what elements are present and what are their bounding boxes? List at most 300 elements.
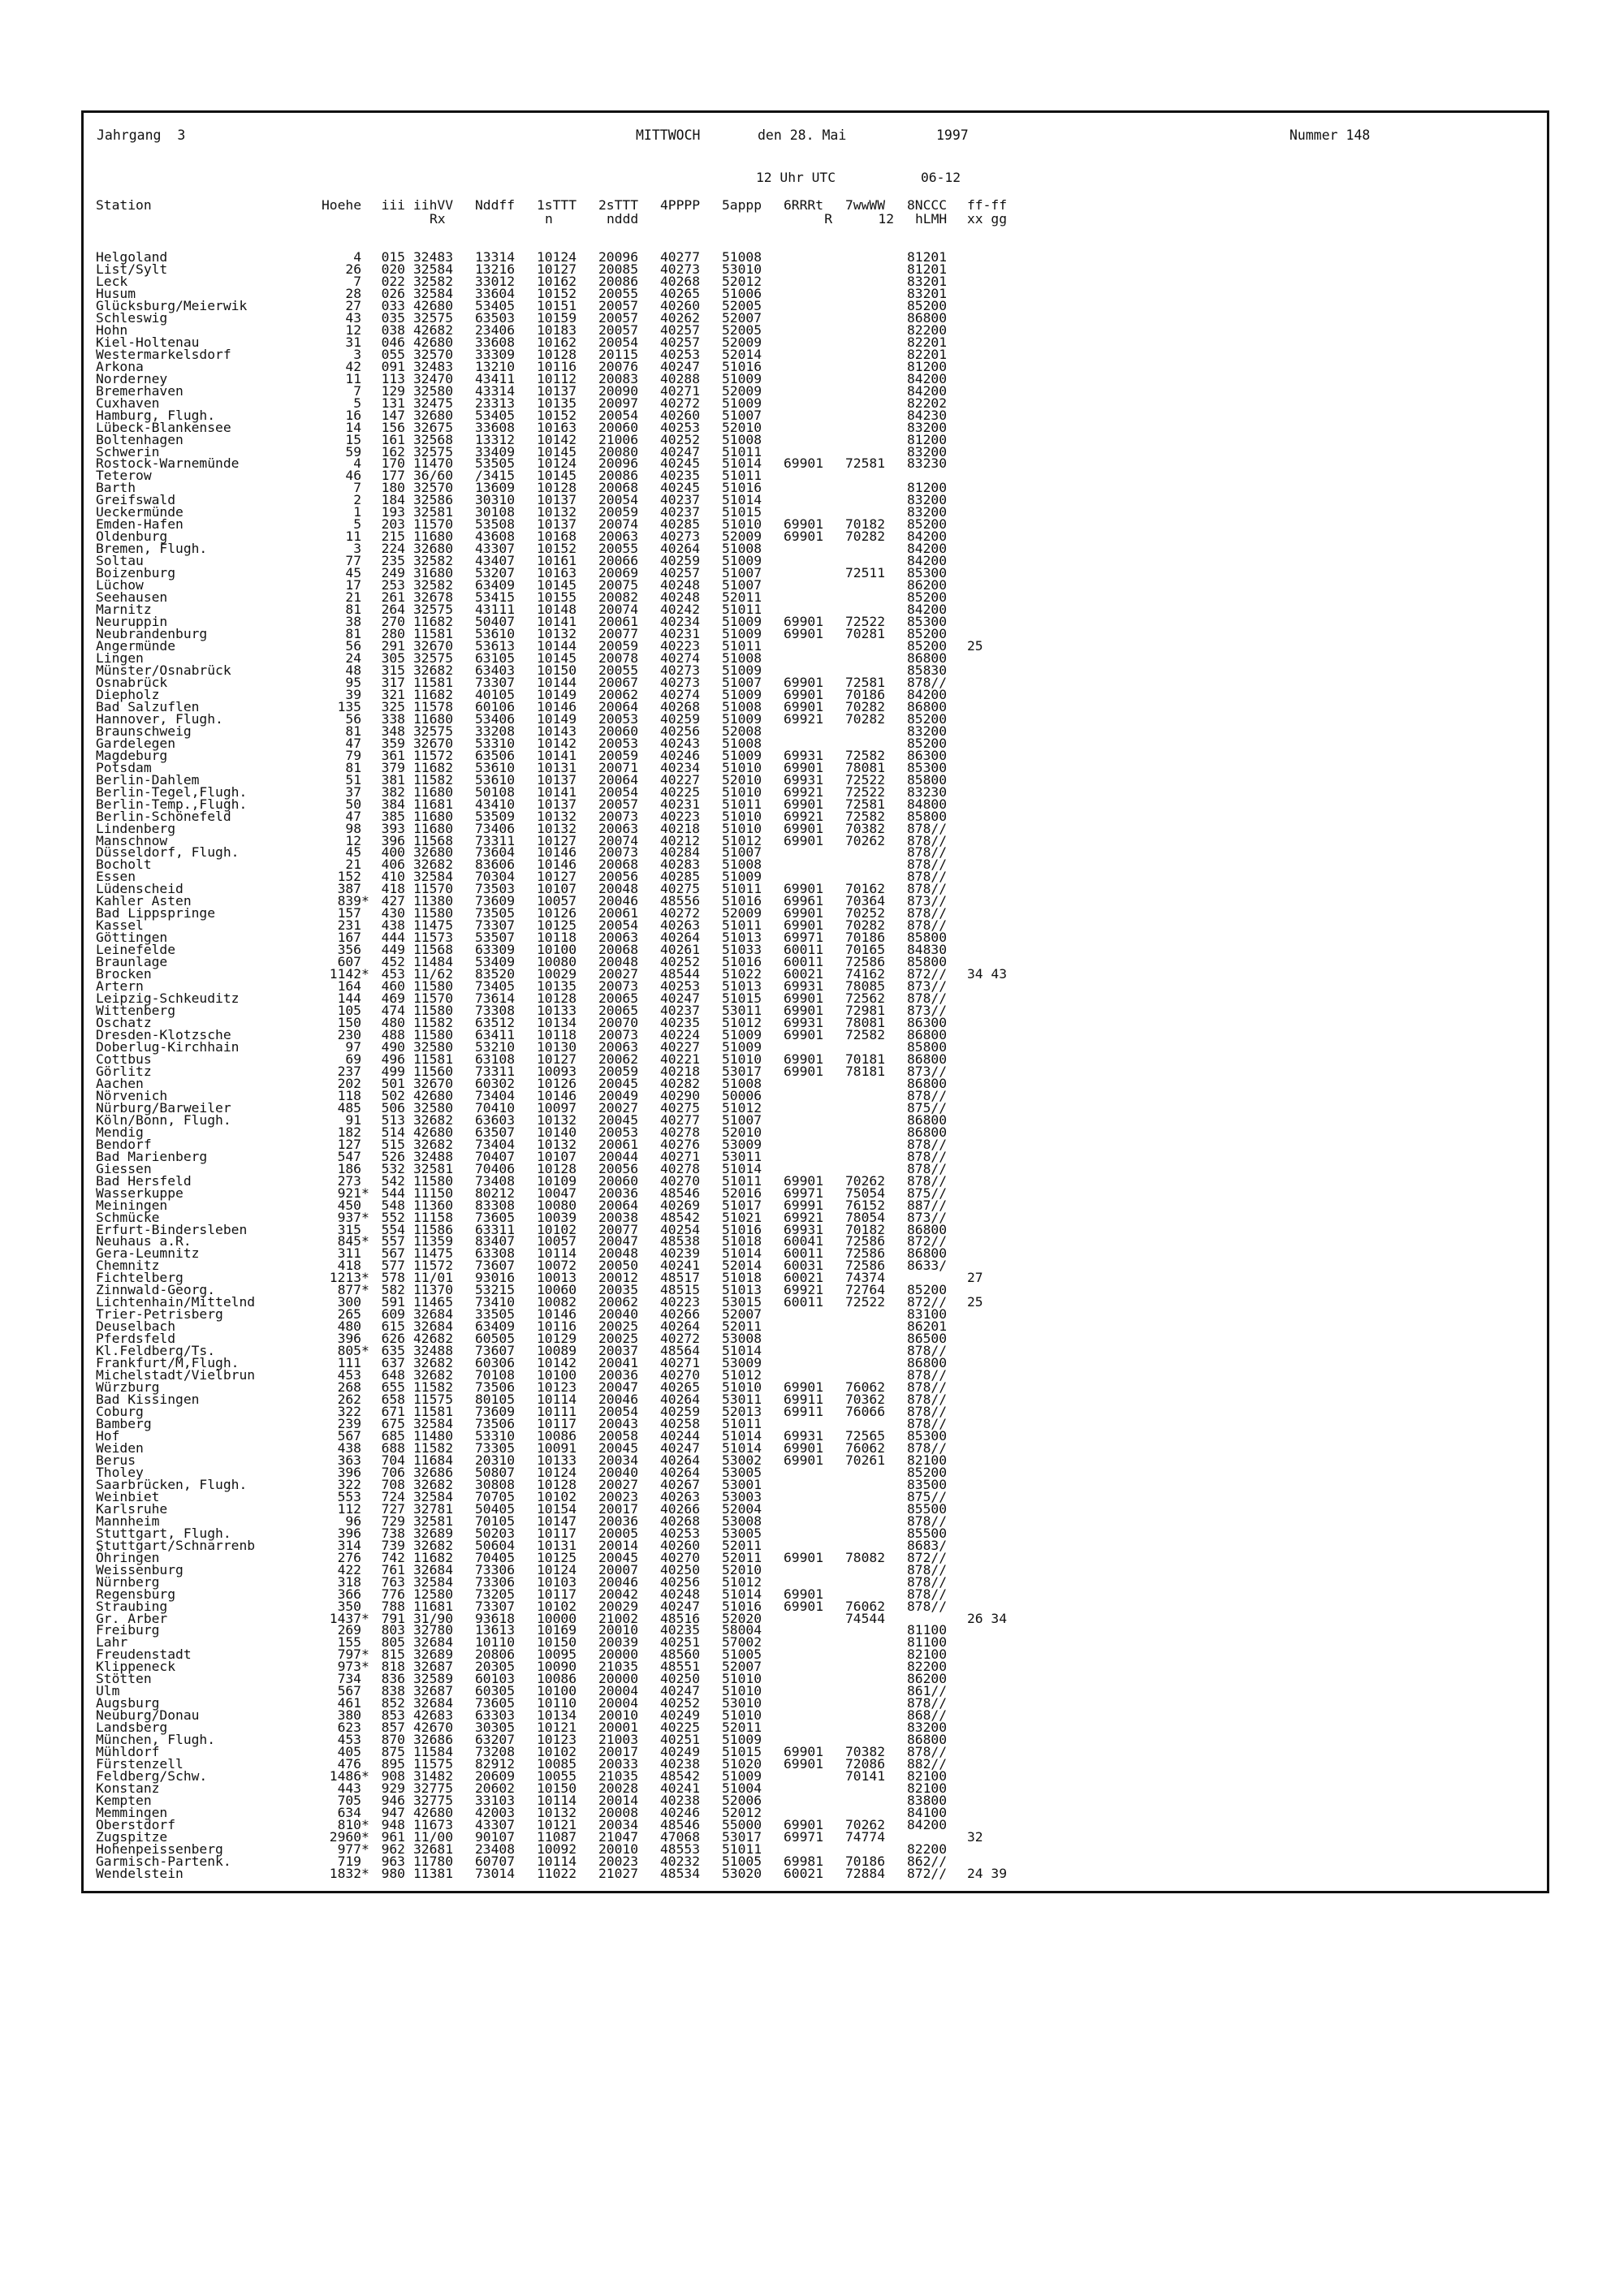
- station-height: 51: [345, 771, 361, 788]
- group-5appp: 52010: [722, 419, 762, 435]
- group-8nccc: 872//: [907, 966, 948, 982]
- group-2sttt: 20027: [598, 1476, 639, 1492]
- station-height: 28: [345, 285, 361, 301]
- station-id: 022: [381, 273, 405, 289]
- group-7wwww: 70181: [845, 1051, 886, 1067]
- group-nddff: 23406: [475, 322, 516, 338]
- group-7wwww: 70282: [845, 529, 886, 545]
- group-6rrrt: 69921: [784, 1209, 824, 1225]
- col-header-c1: iihVV: [413, 197, 454, 213]
- group-6rrrt: 69911: [784, 1392, 824, 1408]
- group-2sttt: 20085: [598, 261, 639, 277]
- group-1sttt: 10130: [537, 1038, 577, 1055]
- station-id: 727: [381, 1500, 405, 1517]
- station-height: 91: [345, 1111, 361, 1128]
- group-4pppp: 40265: [660, 1379, 701, 1396]
- station-name: List/Sylt: [96, 261, 168, 277]
- group-6rrrt: 69901: [784, 1586, 824, 1602]
- group-2sttt: 20036: [598, 1513, 639, 1529]
- group-5appp: 51018: [722, 1270, 762, 1286]
- col-header-c8: 7wwWW: [845, 197, 886, 213]
- group-6rrrt: 69901: [784, 917, 824, 934]
- group-5appp: 51012: [722, 832, 762, 848]
- group-nddff: 13216: [475, 261, 516, 277]
- group-5appp: 51009: [722, 1027, 762, 1042]
- group-5appp: 57002: [722, 1634, 762, 1651]
- station-name: Berlin-Tegel,Flugh.: [96, 783, 248, 800]
- group-5appp: 51016: [722, 893, 762, 909]
- group-5appp: 51016: [722, 1598, 762, 1614]
- group-iihvv: 32775: [413, 1780, 454, 1797]
- group-nddff: 53507: [475, 930, 516, 946]
- station-id: 609: [381, 1306, 405, 1323]
- station-height: 300: [337, 1294, 361, 1310]
- group-5appp: 51011: [722, 638, 762, 654]
- group-2sttt: 20053: [598, 1124, 639, 1140]
- group-2sttt: 20059: [598, 504, 639, 520]
- group-4pppp: 40257: [660, 334, 701, 350]
- group-8nccc: 82201: [907, 346, 948, 362]
- group-5appp: 51008: [722, 541, 762, 557]
- station-id: 474: [381, 1003, 405, 1019]
- group-7wwww: 70382: [845, 820, 886, 836]
- station-id: 379: [381, 759, 405, 775]
- group-2sttt: 20054: [598, 917, 639, 934]
- station-id: 704: [381, 1452, 405, 1468]
- group-6rrrt: 69931: [784, 1015, 824, 1031]
- group-8nccc: 85830: [907, 662, 948, 678]
- station-id: 270: [381, 614, 405, 630]
- group-iihvv: 32682: [413, 1136, 454, 1152]
- group-iihvv: 32580: [413, 1099, 454, 1116]
- group-7wwww: 74374: [845, 1270, 886, 1286]
- group-nddff: 63105: [475, 650, 516, 666]
- group-8nccc: 872//: [907, 1549, 948, 1565]
- group-1sttt: 10060: [537, 1282, 577, 1298]
- group-iihvv: 11370: [413, 1282, 454, 1298]
- station-name: Nürburg/Barweiler: [96, 1099, 231, 1116]
- group-2sttt: 20034: [598, 1452, 639, 1468]
- group-iihvv: 11682: [413, 614, 454, 630]
- group-nddff: 10110: [475, 1634, 516, 1651]
- station-id: 729: [381, 1513, 405, 1529]
- group-iihvv: 42680: [413, 297, 454, 313]
- station-id: 582: [381, 1282, 405, 1298]
- group-1sttt: 10092: [537, 1841, 577, 1857]
- group-8nccc: 86800: [907, 650, 948, 666]
- group-8nccc: 878//: [907, 1160, 948, 1176]
- station-height: 485: [337, 1099, 361, 1116]
- group-4pppp: 40259: [660, 1404, 701, 1420]
- group-iihvv: 32687: [413, 1659, 454, 1675]
- station-id: 554: [381, 1221, 405, 1237]
- group-1sttt: 10161: [537, 553, 577, 569]
- group-nddff: 60302: [475, 1075, 516, 1091]
- col-subheader-c3: n: [545, 211, 553, 227]
- station-id: 908: [381, 1768, 405, 1785]
- group-8nccc: 82200: [907, 322, 948, 338]
- group-8nccc: 86800: [907, 1075, 948, 1091]
- station-height: 322: [337, 1476, 361, 1492]
- group-8nccc: 82100: [907, 1646, 948, 1663]
- group-nddff: 63409: [475, 1318, 516, 1335]
- group-7wwww: 78081: [845, 1015, 886, 1031]
- station-name: Berlin-Dahlem: [96, 771, 200, 788]
- group-2sttt: 20025: [598, 1318, 639, 1335]
- station-height: 262: [337, 1392, 361, 1408]
- group-4pppp: 40263: [660, 1488, 701, 1504]
- group-nddff: 60103: [475, 1671, 516, 1687]
- group-5appp: 51008: [722, 1075, 762, 1091]
- group-iihvv: 11575: [413, 1756, 454, 1772]
- group-5appp: 51011: [722, 1172, 762, 1189]
- station-id: 385: [381, 808, 405, 824]
- group-4pppp: 40264: [660, 1392, 701, 1408]
- group-nddff: 53405: [475, 297, 516, 313]
- group-8nccc: 878//: [907, 869, 948, 885]
- station-name: Mendig: [96, 1124, 144, 1140]
- group-6rrrt: 69901: [784, 881, 824, 897]
- group-4pppp: 40247: [660, 1598, 701, 1614]
- group-2sttt: 20057: [598, 297, 639, 313]
- group-4pppp: 40283: [660, 857, 701, 873]
- group-6rrrt: 60021: [784, 1865, 824, 1881]
- group-2sttt: 20014: [598, 1793, 639, 1809]
- group-5appp: 53011: [722, 1392, 762, 1408]
- station-name: Memmingen: [96, 1805, 168, 1820]
- group-8nccc: 85200: [907, 626, 948, 642]
- group-nddff: 93618: [475, 1610, 516, 1626]
- group-6rrrt: 60041: [784, 1233, 824, 1249]
- group-1sttt: 10093: [537, 1063, 577, 1079]
- group-iihvv: 32488: [413, 1148, 454, 1164]
- group-5appp: 51011: [722, 796, 762, 812]
- station-id: 548: [381, 1197, 405, 1213]
- station-height: 45: [345, 844, 361, 861]
- station-height: 810: [337, 1816, 361, 1832]
- group-2sttt: 20060: [598, 1172, 639, 1189]
- group-2sttt: 20048: [598, 881, 639, 897]
- station-id: 515: [381, 1136, 405, 1152]
- group-1sttt: 10114: [537, 1853, 577, 1869]
- group-1sttt: 10102: [537, 1744, 577, 1760]
- station-id: 235: [381, 553, 405, 569]
- group-2sttt: 20056: [598, 869, 639, 885]
- station-id: 317: [381, 674, 405, 690]
- group-1sttt: 10127: [537, 832, 577, 848]
- group-5appp: 52010: [722, 771, 762, 788]
- group-iihvv: 11360: [413, 1197, 454, 1213]
- station-name: Bamberg: [96, 1416, 152, 1431]
- group-4pppp: 40223: [660, 808, 701, 824]
- group-4pppp: 40224: [660, 1027, 701, 1042]
- station-height: 797: [337, 1646, 361, 1663]
- group-7wwww: 74544: [845, 1610, 886, 1626]
- group-nddff: 73405: [475, 978, 516, 995]
- group-8nccc: 82200: [907, 1841, 948, 1857]
- group-nddff: 53610: [475, 771, 516, 788]
- station-height: 45: [345, 565, 361, 581]
- group-ffff: 27: [967, 1270, 983, 1286]
- group-4pppp: 40234: [660, 759, 701, 775]
- group-8nccc: 82100: [907, 1768, 948, 1785]
- group-4pppp: 40249: [660, 1707, 701, 1724]
- issue-number: Nummer 148: [1289, 127, 1371, 143]
- group-2sttt: 20001: [598, 1720, 639, 1736]
- group-iihvv: 31482: [413, 1768, 454, 1785]
- date: den 28. Mai: [758, 127, 847, 143]
- group-8nccc: 878//: [907, 1744, 948, 1760]
- group-nddff: 40105: [475, 686, 516, 702]
- group-4pppp: 48544: [660, 966, 701, 982]
- group-5appp: 51013: [722, 930, 762, 946]
- group-nddff: 73305: [475, 1439, 516, 1456]
- group-1sttt: 10162: [537, 273, 577, 289]
- group-1sttt: 10150: [537, 662, 577, 678]
- group-5appp: 51009: [722, 869, 762, 885]
- station-height: 27: [345, 297, 361, 313]
- group-2sttt: 20062: [598, 686, 639, 702]
- group-nddff: 73306: [475, 1573, 516, 1590]
- station-id: 113: [381, 370, 405, 386]
- group-8nccc: 85800: [907, 1038, 948, 1055]
- station-name: Aachen: [96, 1075, 144, 1091]
- group-iihvv: 11680: [413, 808, 454, 824]
- group-1sttt: 10144: [537, 638, 577, 654]
- group-4pppp: 40241: [660, 1780, 701, 1797]
- group-4pppp: 48538: [660, 1233, 701, 1249]
- group-nddff: 50108: [475, 783, 516, 800]
- group-4pppp: 40221: [660, 1051, 701, 1067]
- group-iihvv: 11682: [413, 686, 454, 702]
- group-nddff: 30108: [475, 504, 516, 520]
- group-8nccc: 861//: [907, 1683, 948, 1699]
- group-2sttt: 20010: [598, 1707, 639, 1724]
- station-id: 384: [381, 796, 405, 812]
- station-height: 56: [345, 638, 361, 654]
- group-iihvv: 32680: [413, 541, 454, 557]
- group-5appp: 52007: [722, 1659, 762, 1675]
- group-6rrrt: 69901: [784, 1063, 824, 1079]
- group-nddff: 73307: [475, 674, 516, 690]
- group-7wwww: 72586: [845, 1245, 886, 1262]
- group-5appp: 51010: [722, 1707, 762, 1724]
- group-2sttt: 20090: [598, 382, 639, 399]
- group-nddff: 63303: [475, 1707, 516, 1724]
- group-2sttt: 20071: [598, 759, 639, 775]
- group-4pppp: 40245: [660, 455, 701, 472]
- station-height: 11: [345, 529, 361, 545]
- group-4pppp: 40261: [660, 942, 701, 958]
- group-5appp: 53015: [722, 1294, 762, 1310]
- col-subheader-c4: nddd: [607, 211, 639, 227]
- group-2sttt: 20073: [598, 808, 639, 824]
- group-1sttt: 10117: [537, 1416, 577, 1431]
- group-5appp: 51011: [722, 1416, 762, 1431]
- group-2sttt: 20010: [598, 1622, 639, 1638]
- group-nddff: 53207: [475, 565, 516, 581]
- station-id: 980: [381, 1865, 405, 1881]
- group-2sttt: 20065: [598, 1003, 639, 1019]
- group-iihvv: 11680: [413, 820, 454, 836]
- col-subheader-c9: hLMH: [915, 211, 948, 227]
- group-5appp: 51014: [722, 1586, 762, 1602]
- station-id: 203: [381, 516, 405, 533]
- group-4pppp: 40239: [660, 1245, 701, 1262]
- group-iihvv: 11573: [413, 930, 454, 946]
- group-1sttt: 10125: [537, 917, 577, 934]
- group-2sttt: 21035: [598, 1768, 639, 1785]
- group-5appp: 51008: [722, 735, 762, 751]
- group-nddff: 50203: [475, 1525, 516, 1541]
- station-name: Bad Salzuflen: [96, 698, 200, 714]
- station-id: 526: [381, 1148, 405, 1164]
- group-2sttt: 20042: [598, 1586, 639, 1602]
- station-id: 162: [381, 443, 405, 460]
- station-name: Bendorf: [96, 1136, 152, 1152]
- station-name: Barth: [96, 480, 136, 496]
- group-1sttt: 10141: [537, 783, 577, 800]
- group-8nccc: 86300: [907, 747, 948, 763]
- group-nddff: 73307: [475, 1598, 516, 1614]
- station-id: 026: [381, 285, 405, 301]
- table-row: [96, 1867, 1016, 1880]
- group-4pppp: 40241: [660, 1258, 701, 1274]
- group-nddff: 53409: [475, 954, 516, 970]
- group-7wwww: 70182: [845, 516, 886, 533]
- group-5appp: 51008: [722, 857, 762, 873]
- group-4pppp: 40290: [660, 1087, 701, 1103]
- group-5appp: 52006: [722, 1793, 762, 1809]
- group-4pppp: 40231: [660, 626, 701, 642]
- mountain-marker: *: [361, 1659, 369, 1675]
- group-4pppp: 40225: [660, 783, 701, 800]
- group-iihvv: 32682: [413, 1367, 454, 1383]
- group-iihvv: 11/00: [413, 1828, 454, 1845]
- group-5appp: 51033: [722, 942, 762, 958]
- station-name: Schleswig: [96, 309, 168, 326]
- group-4pppp: 40243: [660, 735, 701, 751]
- group-5appp: 53001: [722, 1476, 762, 1492]
- group-2sttt: 20045: [598, 1075, 639, 1091]
- station-id: 708: [381, 1476, 405, 1492]
- group-nddff: 82912: [475, 1756, 516, 1772]
- station-id: 261: [381, 589, 405, 606]
- station-id: 513: [381, 1111, 405, 1128]
- group-5appp: 51007: [722, 1111, 762, 1128]
- group-4pppp: 40282: [660, 1075, 701, 1091]
- group-7wwww: 72586: [845, 954, 886, 970]
- group-6rrrt: 69971: [784, 930, 824, 946]
- station-height: 14: [345, 419, 361, 435]
- group-5appp: 52013: [722, 1404, 762, 1420]
- group-iihvv: 11580: [413, 1003, 454, 1019]
- group-7wwww: 70382: [845, 1744, 886, 1760]
- group-iihvv: 32584: [413, 261, 454, 277]
- group-4pppp: 40254: [660, 1221, 701, 1237]
- group-iihvv: 11581: [413, 674, 454, 690]
- group-7wwww: 72582: [845, 747, 886, 763]
- group-2sttt: 20043: [598, 1416, 639, 1431]
- station-name: Leinefelde: [96, 942, 176, 958]
- station-name: Berlin-Schönefeld: [96, 808, 231, 824]
- group-5appp: 51010: [722, 1683, 762, 1699]
- group-8nccc: 85200: [907, 589, 948, 606]
- group-5appp: 53011: [722, 1148, 762, 1164]
- col-header-c4: 2sTTT: [598, 197, 639, 213]
- group-7wwww: 70162: [845, 881, 886, 897]
- group-nddff: 73406: [475, 820, 516, 836]
- group-1sttt: 10123: [537, 1379, 577, 1396]
- group-8nccc: 878//: [907, 905, 948, 921]
- group-iihvv: 32580: [413, 1038, 454, 1055]
- group-nddff: 53610: [475, 626, 516, 642]
- col-header-c6: 5appp: [722, 197, 762, 213]
- group-5appp: 52009: [722, 382, 762, 399]
- group-1sttt: 10147: [537, 1513, 577, 1529]
- group-5appp: 51007: [722, 674, 762, 690]
- group-8nccc: 878//: [907, 1136, 948, 1152]
- group-8nccc: 882//: [907, 1756, 948, 1772]
- group-1sttt: 10121: [537, 1720, 577, 1736]
- group-1sttt: 10128: [537, 1160, 577, 1176]
- group-5appp: 51009: [722, 553, 762, 569]
- station-name: Angermünde: [96, 638, 176, 654]
- group-2sttt: 21002: [598, 1610, 639, 1626]
- group-iihvv: 11580: [413, 905, 454, 921]
- group-4pppp: 40245: [660, 480, 701, 496]
- group-4pppp: 40238: [660, 1793, 701, 1809]
- group-5appp: 52007: [722, 309, 762, 326]
- station-height: 59: [345, 443, 361, 460]
- group-8nccc: 85200: [907, 1464, 948, 1480]
- group-2sttt: 20039: [598, 1634, 639, 1651]
- group-2sttt: 20004: [598, 1683, 639, 1699]
- group-1sttt: 10163: [537, 565, 577, 581]
- station-height: 318: [337, 1573, 361, 1590]
- group-4pppp: 40268: [660, 1513, 701, 1529]
- group-1sttt: 10109: [537, 1172, 577, 1189]
- group-1sttt: 10154: [537, 1500, 577, 1517]
- col-header-c10: ff-ff: [967, 197, 1008, 213]
- station-name: Weissenburg: [96, 1561, 184, 1577]
- group-2sttt: 20010: [598, 1841, 639, 1857]
- group-4pppp: 40252: [660, 1695, 701, 1711]
- group-4pppp: 40270: [660, 1549, 701, 1565]
- station-height: 11: [345, 370, 361, 386]
- group-6rrrt: 60031: [784, 1258, 824, 1274]
- station-id: 776: [381, 1586, 405, 1602]
- group-iihvv: 11580: [413, 978, 454, 995]
- group-iihvv: 11582: [413, 1439, 454, 1456]
- group-iihvv: 11381: [413, 1865, 454, 1881]
- group-1sttt: 10114: [537, 1793, 577, 1809]
- group-nddff: 43307: [475, 541, 516, 557]
- group-2sttt: 20017: [598, 1744, 639, 1760]
- group-5appp: 51005: [722, 1646, 762, 1663]
- group-5appp: 51009: [722, 1732, 762, 1748]
- station-height: 311: [337, 1245, 361, 1262]
- group-1sttt: 10135: [537, 395, 577, 411]
- group-nddff: 43411: [475, 370, 516, 386]
- weekday: MITTWOCH: [636, 127, 701, 143]
- group-2sttt: 20054: [598, 334, 639, 350]
- station-id: 947: [381, 1805, 405, 1820]
- group-iihvv: 32475: [413, 395, 454, 411]
- station-id: 156: [381, 419, 405, 435]
- group-8nccc: 84230: [907, 407, 948, 423]
- group-iihvv: 32680: [413, 407, 454, 423]
